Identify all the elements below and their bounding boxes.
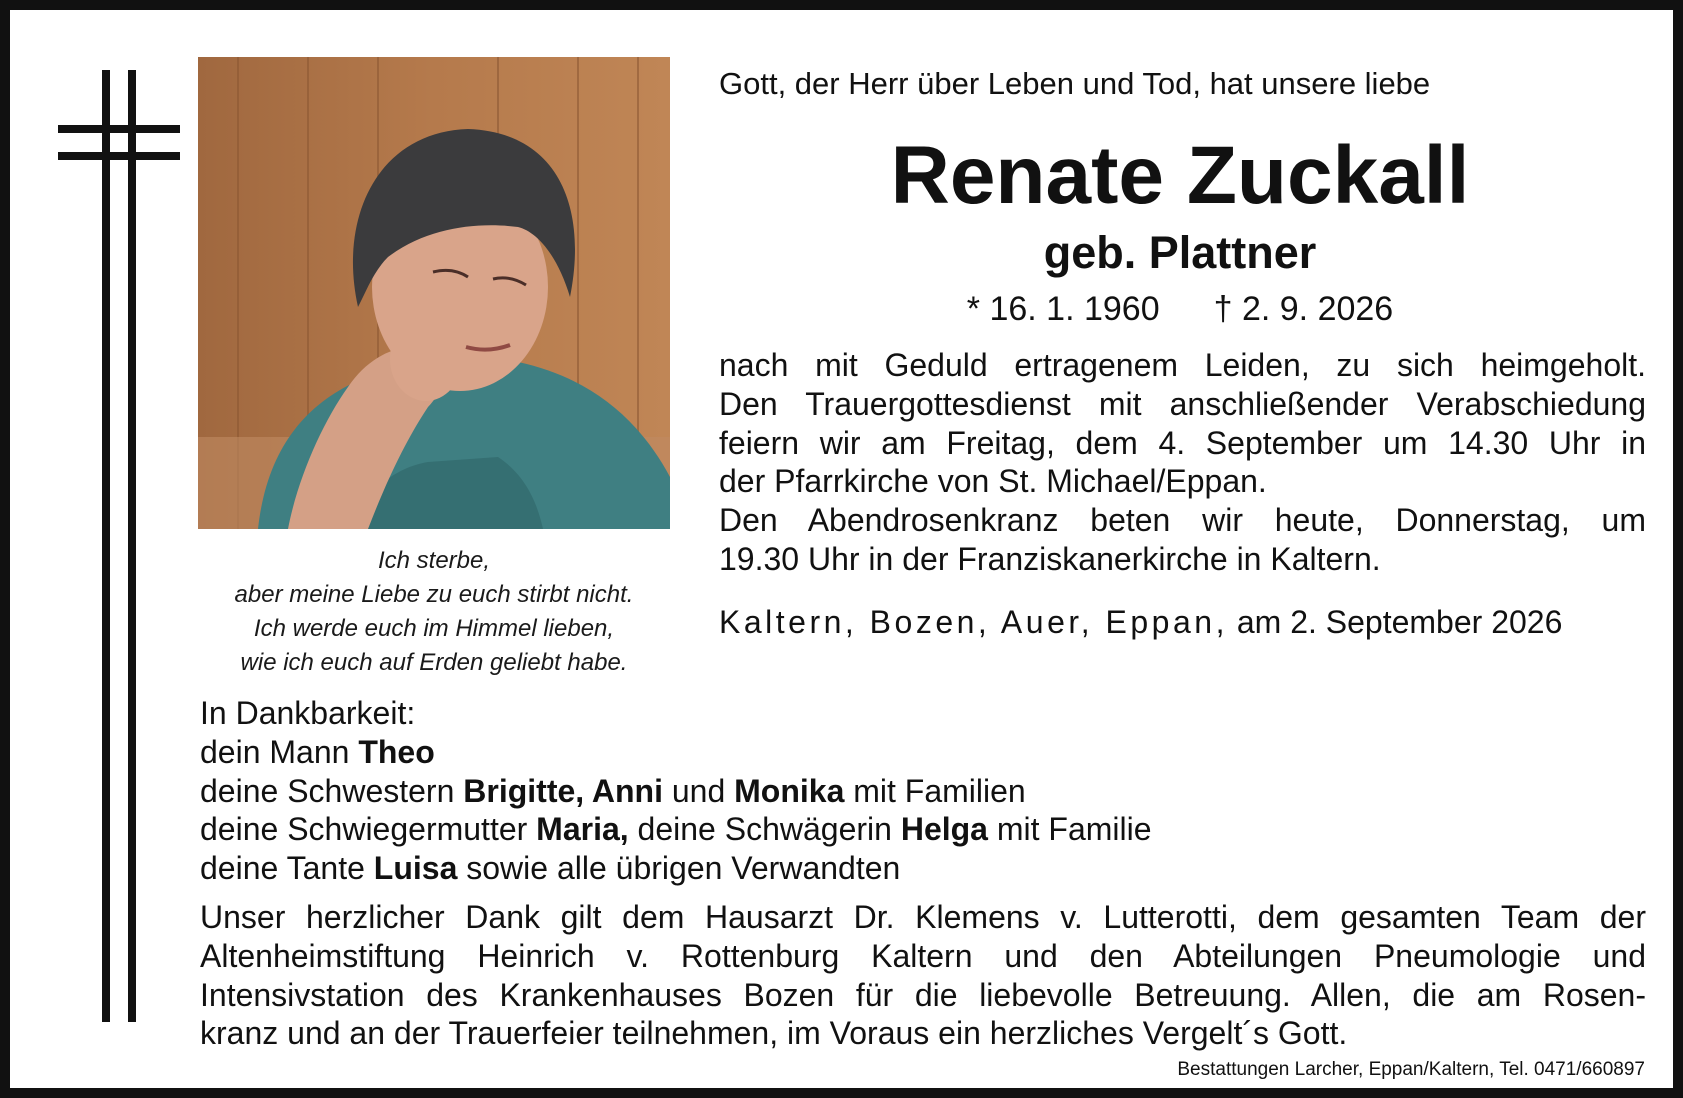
thanks-line: Intensivstation des Krankenhauses Bozen für die liebevolle Betreuung. Allen, die am Rosen- [200,976,1646,1013]
mourner-relation: dein Mann [200,733,350,770]
place-date-line [719,600,1562,644]
mourner-connector: und [671,772,726,809]
mourner-name: Maria, [536,811,629,848]
mourner-line [200,849,1152,888]
mourner-relation: deine Tante [200,850,365,887]
mourner-suffix: sowie alle übrigen Verwandten [466,850,901,887]
mourner-relation: deine Schwestern [200,772,455,809]
announcement-line: Den Abendrosenkranz beten wir heute, Donnerstag, um [719,502,1646,539]
quote-line: wie ich euch auf Erden geliebt habe. [240,649,628,676]
portrait-photo [198,57,670,529]
announcement-line: feiern wir am Freitag, dem 4. September um 14.30 Uhr in [719,424,1646,461]
mourners-heading: In Dankbarkeit: [200,695,416,731]
quote-line: aber meine Liebe zu euch stirbt nicht. [234,581,634,608]
mourner-line [200,733,1152,772]
deceased-name: Renate Zuckall [890,130,1470,221]
life-dates [710,284,1650,334]
mourner-line [200,810,1152,849]
quote-line: Ich werde euch im Himmel lieben, [253,615,615,642]
mourners-list [200,694,1152,888]
mourner-suffix: mit Familien [853,772,1026,809]
mourner-relation: deine Schwägerin [637,811,892,848]
place-names: Kaltern, Bozen, Auer, Eppan, [719,604,1228,640]
mourner-suffix: mit Familie [996,811,1152,848]
mourner-name: Monika [734,772,845,809]
announcement-line: nach mit Geduld ertragenem Leiden, zu sich heimgeholt. [719,347,1646,383]
memorial-quote [198,544,670,680]
quote-line: Ich sterbe, [377,547,491,574]
thanks-line: kranz und an der Trauerfeier teilnehmen, im Voraus ein herzliches Vergelt´s Gott. [200,1015,1348,1052]
announcement-line: 19.30 Uhr in der Franziskanerkirche in Kaltern. [719,540,1381,577]
birth-date: * 16. 1. 1960 [966,290,1160,328]
mourner-name: Brigitte, Anni [463,772,663,809]
mourner-name: Theo [358,733,435,770]
mourner-relation: deine Schwiegermutter [200,811,528,848]
announcement-text [719,346,1646,579]
cross-icon [58,70,180,1022]
death-date: † 2. 9. 2026 [1213,290,1394,328]
mourner-name: Helga [900,811,988,848]
maiden-name: geb. Plattner [1043,227,1317,278]
mourner-name: Luisa [373,850,458,887]
intro-text: Gott, der Herr über Leben und Tod, hat unsere liebe [719,66,1431,101]
thanks-line: Unser herzlicher Dank gilt dem Hausarzt Dr. Klemens v. Lutterotti, dem gesamten Team der [200,899,1646,935]
announcement-line: Den Trauergottesdienst mit anschließender Verabschiedung [719,385,1646,422]
mourner-line [200,772,1152,811]
announcement-line: der Pfarrkirche von St. Michael/Eppan. [719,463,1267,500]
notice-date: am 2. September 2026 [1236,604,1563,640]
thanks-line: Altenheimstiftung Heinrich v. Rottenburg Kaltern und den Abteilungen Pneumologie und [200,937,1646,974]
funeral-home-credit: Bestattungen Larcher, Eppan/Kaltern, Tel. 0471/660897 [1177,1059,1645,1080]
thanks-paragraph [200,898,1646,1053]
